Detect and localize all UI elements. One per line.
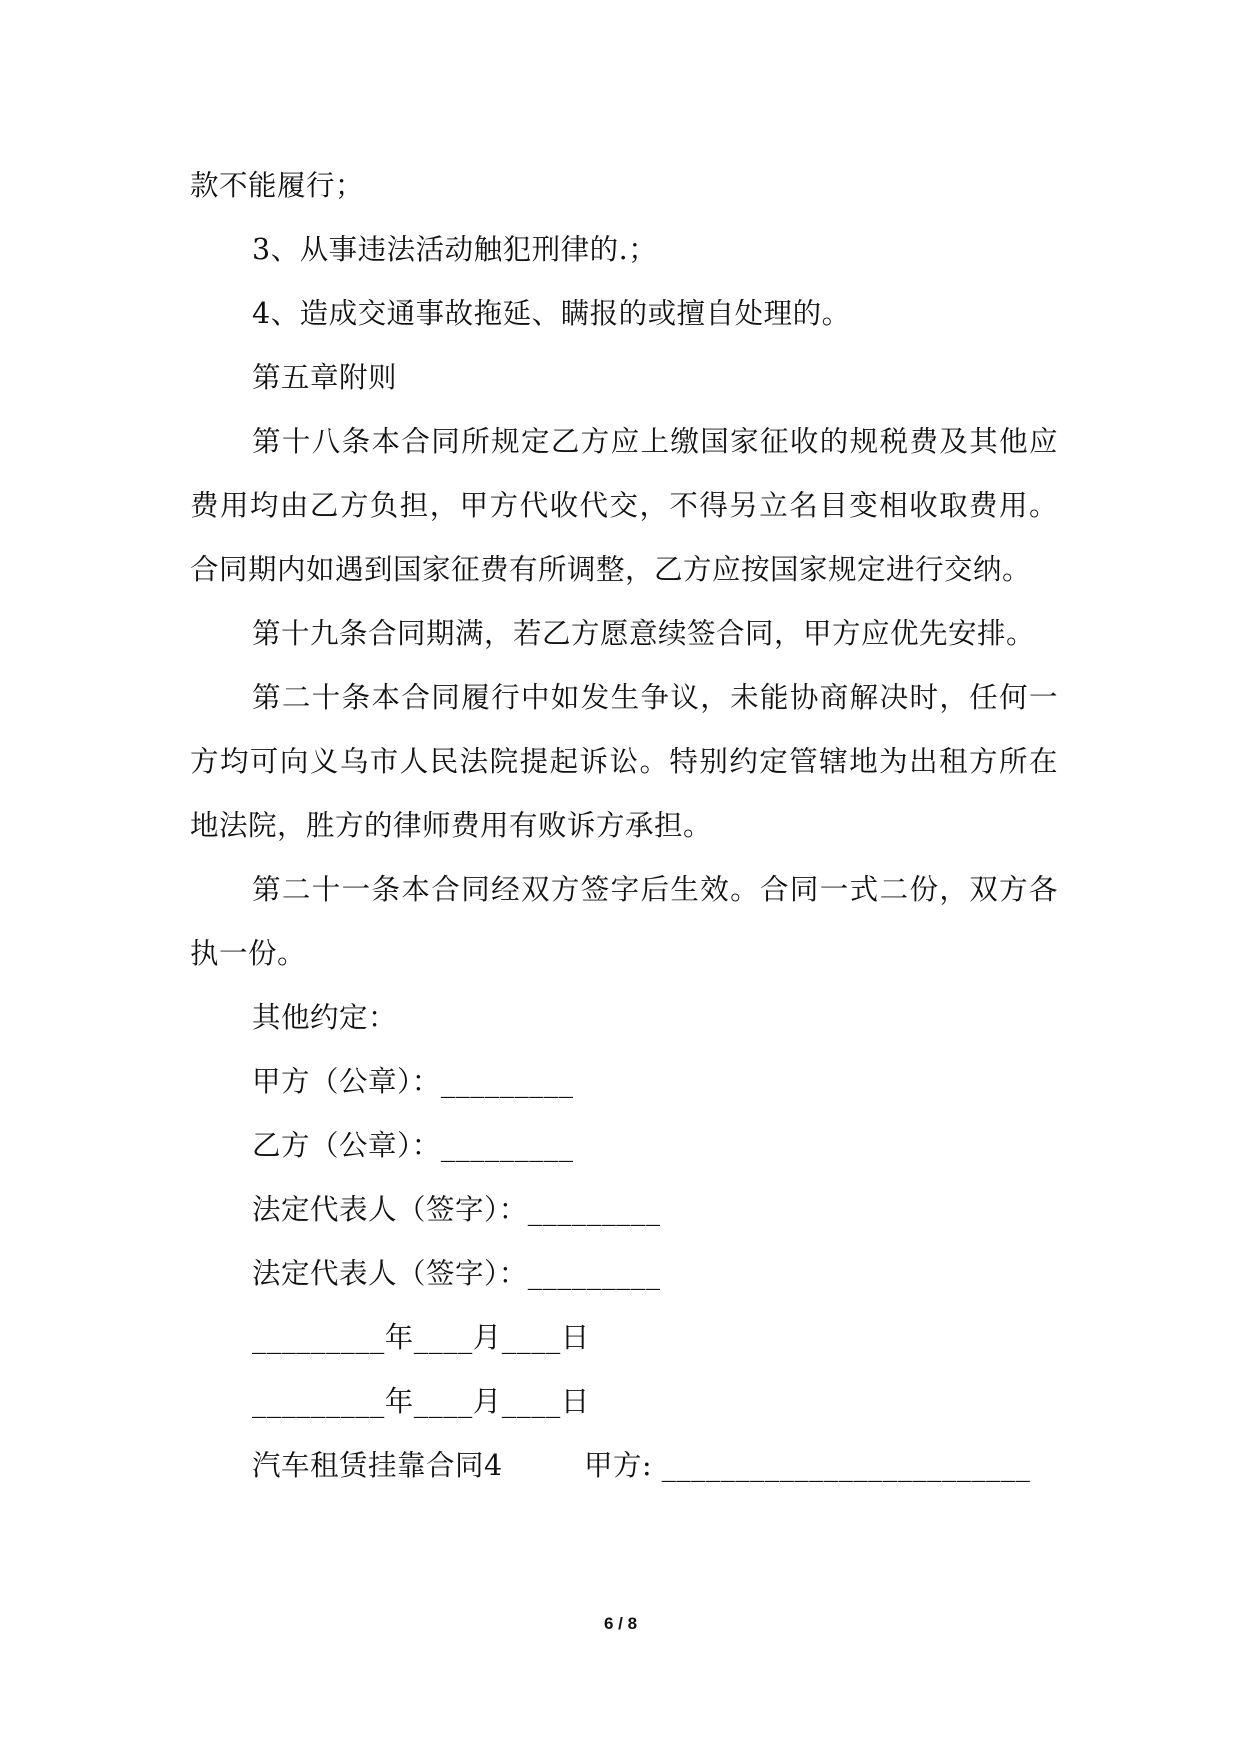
document-body — [190, 154, 1058, 1498]
other-agreements-label: 其他约定： — [252, 1001, 398, 1034]
paragraph-3: 4、造成交通事故拖延、瞒报的或擅自处理的。 — [252, 297, 851, 330]
article-20: 第二十条本合同履行中如发生争议，未能协商解决时，任何一方均可向义乌市人民法院提起诉讼。特别约定管辖地为出租方所在地法院，胜方的律师费用有败诉方承担。 — [190, 681, 1058, 842]
paragraph-1: 款不能履行； — [190, 169, 365, 202]
date-line-1: _________年____月____日 — [252, 1321, 590, 1354]
party-a-line: 甲方: _________________________ — [584, 1449, 1031, 1482]
paragraph-2: 3、从事违法活动触犯刑律的.； — [252, 233, 658, 266]
next-contract-row — [190, 1434, 1058, 1498]
article-19: 第十九条合同期满，若乙方愿意续签合同，甲方应优先安排。 — [252, 617, 1036, 650]
legal-rep-signature-line-2: 法定代表人（签字）：_________ — [252, 1257, 661, 1290]
article-18: 第十八条本合同所规定乙方应上缴国家征收的规税费及其他应费用均由乙方负担，甲方代收代交，不得另立名目变相收取费用。合同期内如遇到国家征费有所调整，乙方应按国家规定进行交纳。 — [190, 425, 1058, 586]
legal-rep-signature-line-1: 法定代表人（签字）：_________ — [252, 1193, 661, 1226]
party-a-seal-line: 甲方（公章）：_________ — [252, 1065, 574, 1098]
party-b-seal-line: 乙方（公章）：_________ — [252, 1129, 574, 1162]
chapter-heading: 第五章附则 — [252, 361, 398, 394]
page-number: 6 / 8 — [603, 1614, 638, 1633]
article-21: 第二十一条本合同经双方签字后生效。合同一式二份，双方各执一份。 — [190, 873, 1058, 970]
date-line-2: _________年____月____日 — [252, 1385, 590, 1418]
next-contract-title: 汽车租赁挂靠合同4 — [252, 1449, 503, 1482]
